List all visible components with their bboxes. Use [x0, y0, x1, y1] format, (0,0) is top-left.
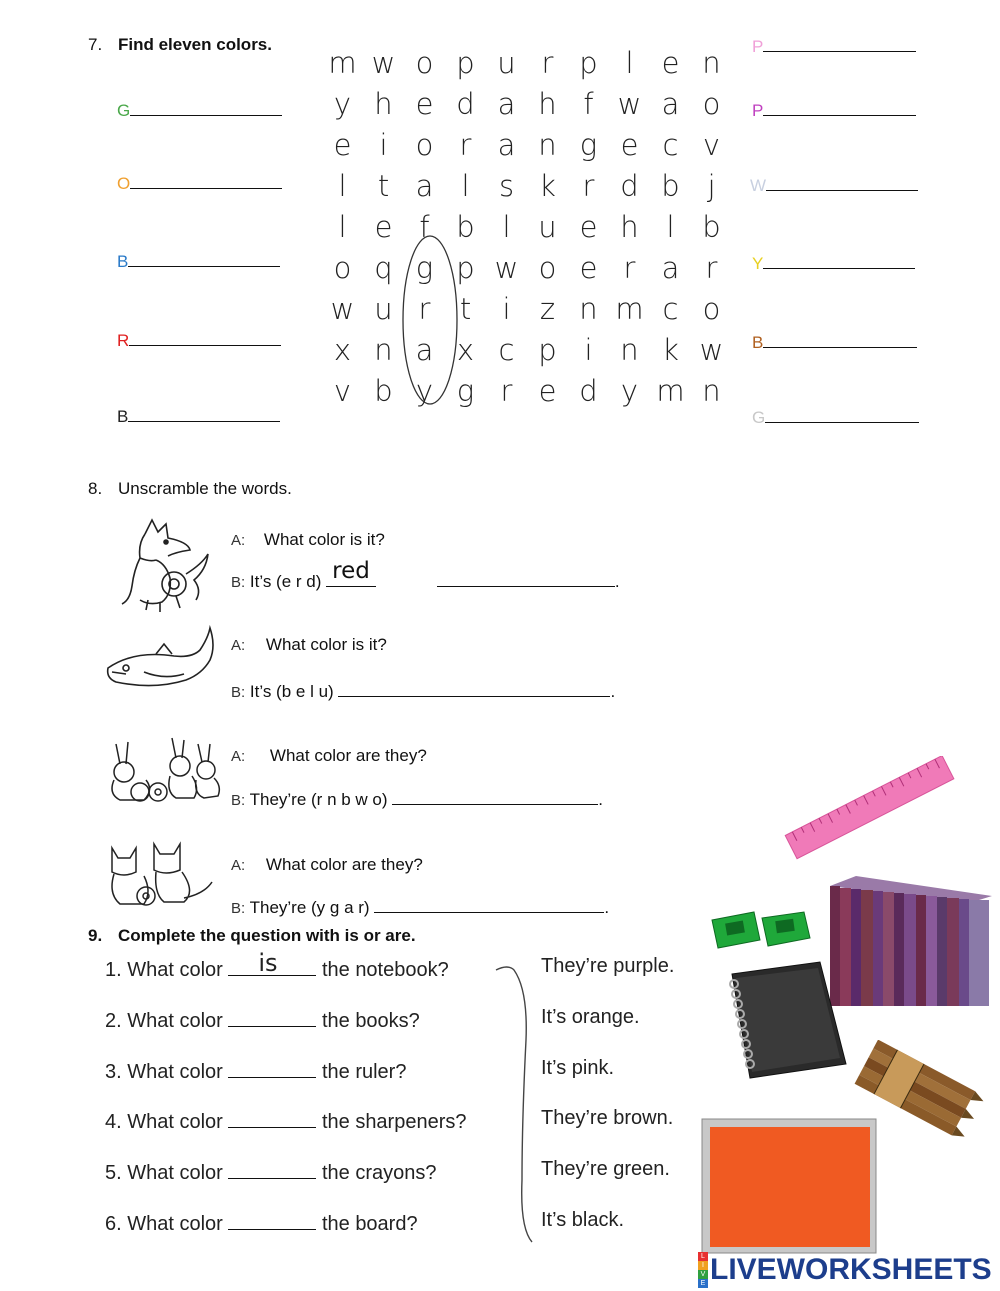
pink-ruler-icon [780, 756, 960, 860]
question-end: the board? [321, 1213, 418, 1235]
dialog-1-question-row [231, 530, 385, 550]
hint-left-2[interactable] [117, 172, 282, 194]
orange-board-icon [700, 1117, 880, 1257]
grid-letter: w [330, 292, 355, 326]
grid-letter: e [579, 210, 598, 244]
section9-title: Complete the question with is or are. [118, 926, 416, 945]
grid-letter: q [374, 251, 393, 285]
grid-letter: m [328, 46, 357, 80]
section9-number: 9. [88, 926, 103, 945]
section8-number: 8. [88, 479, 103, 498]
hint-letter: B [117, 407, 129, 426]
grid-letter: i [379, 128, 388, 162]
grid-letter: b [374, 374, 393, 408]
grid-letter: z [539, 292, 556, 326]
answer-blank[interactable] [326, 558, 376, 587]
grid-letter: p [456, 46, 475, 80]
dialog-3-answer-row [231, 786, 603, 810]
fish-drawing-icon [104, 624, 219, 694]
fox-drawing-icon [110, 514, 215, 614]
question-blank[interactable] [228, 1209, 316, 1230]
connector-line-icon [494, 960, 538, 1256]
grid-letter: o [702, 292, 721, 326]
question-row-1 [105, 949, 449, 982]
question-blank[interactable] [228, 1057, 316, 1078]
grid-letter: d [456, 87, 475, 121]
hint-letter: B [752, 333, 764, 352]
rabbits-drawing-icon [100, 734, 225, 810]
grid-letter: y [333, 87, 352, 121]
speaker-a-label: A: [231, 637, 246, 654]
logo-box-letter: V [698, 1270, 708, 1279]
grid-letter: r [418, 292, 431, 326]
response-1[interactable]: They’re purple. [541, 955, 675, 977]
grid-letter: c [662, 292, 679, 326]
hint-letter: G [117, 101, 131, 120]
grid-letter: l [461, 169, 470, 203]
question-blank[interactable] [228, 1107, 316, 1128]
response-2[interactable]: It’s orange. [541, 1006, 640, 1028]
grid-letter: r [582, 169, 595, 203]
question-start: 6. What color [105, 1213, 223, 1235]
period: . [610, 682, 616, 701]
dialog-4-answer-row [231, 894, 609, 918]
dialog-answer-prefix: They’re (r n b w o) [249, 790, 388, 809]
hint-left-1[interactable] [117, 99, 282, 121]
response-3[interactable]: It’s pink. [541, 1057, 614, 1079]
grid-letter: w [617, 87, 642, 121]
grid-row [322, 208, 744, 249]
grid-letter: t [377, 169, 390, 203]
grid-row [322, 85, 744, 126]
dialog-question: What color are they? [269, 746, 427, 765]
grid-letter: h [620, 210, 639, 244]
period: . [604, 898, 610, 917]
hint-right-4[interactable] [752, 252, 915, 274]
answer-blank[interactable] [437, 568, 615, 587]
grid-row [322, 331, 744, 372]
dialog-2-question-row [231, 635, 387, 655]
grid-letter: w [699, 333, 724, 367]
grid-letter: a [661, 251, 680, 285]
grid-row [322, 372, 744, 413]
grid-letter: c [498, 333, 515, 367]
grid-letter: e [374, 210, 393, 244]
grid-letter: v [702, 128, 721, 162]
grid-letter: n [538, 128, 557, 162]
grid-letter: r [459, 128, 472, 162]
grid-letter: b [661, 169, 680, 203]
grid-letter: g [456, 374, 475, 408]
period: . [614, 572, 620, 591]
grid-letter: g [415, 251, 434, 285]
logo-box-letter: E [698, 1279, 708, 1288]
grid-letter: y [415, 374, 434, 408]
grid-letter: e [579, 251, 598, 285]
question-start: 5. What color [105, 1162, 223, 1184]
dialog-answer-prefix: They’re (y g a r) [249, 898, 370, 917]
question-end: the notebook? [321, 959, 449, 981]
grid-letter: m [656, 374, 685, 408]
grid-letter: o [702, 87, 721, 121]
speaker-b-label: B: [231, 792, 246, 809]
speaker-b-label: B: [231, 574, 246, 591]
grid-row [322, 167, 744, 208]
grid-letter: e [620, 128, 639, 162]
liveworksheets-logo [698, 1252, 992, 1288]
question-row-5 [105, 1158, 436, 1185]
question-end: the books? [321, 1010, 420, 1032]
grid-letter: n [702, 374, 721, 408]
speaker-b-label: B: [231, 900, 246, 917]
grid-letter: r [705, 251, 718, 285]
grid-letter: l [338, 210, 347, 244]
grid-row [322, 290, 744, 331]
grid-letter: r [541, 46, 554, 80]
hint-left-5[interactable] [117, 405, 280, 427]
response-5[interactable]: They’re green. [541, 1158, 670, 1180]
hint-letter: Y [752, 254, 764, 273]
grid-letter: k [539, 169, 556, 203]
grid-letter: n [620, 333, 639, 367]
grid-letter: e [538, 374, 557, 408]
grid-letter: g [579, 128, 598, 162]
hint-right-1[interactable] [752, 35, 916, 57]
green-sharpeners-icon [710, 908, 814, 950]
question-blank[interactable] [228, 1006, 316, 1027]
grid-row [322, 126, 744, 167]
hint-right-2[interactable] [752, 99, 916, 121]
grid-letter: e [661, 46, 680, 80]
word-search-grid [322, 44, 744, 413]
speaker-a-label: A: [231, 748, 246, 765]
grid-letter: u [374, 292, 393, 326]
response-4[interactable]: They’re brown. [541, 1107, 674, 1129]
grid-letter: s [498, 169, 515, 203]
grid-letter: m [615, 292, 644, 326]
grid-letter: x [333, 333, 352, 367]
grid-letter: v [333, 374, 352, 408]
grid-letter: a [497, 128, 516, 162]
grid-letter: b [456, 210, 475, 244]
grid-letter: p [456, 251, 475, 285]
answer-blank[interactable] [338, 678, 610, 697]
question-row-4 [105, 1107, 467, 1134]
grid-letter: a [415, 333, 434, 367]
grid-letter: o [333, 251, 352, 285]
grid-letter: e [415, 87, 434, 121]
question-row-2 [105, 1006, 420, 1033]
grid-letter: l [666, 210, 675, 244]
dialog-answer-prefix: It’s (e r d) [249, 572, 322, 591]
hint-right-6[interactable] [752, 406, 919, 428]
question-blank[interactable] [228, 1158, 316, 1179]
grid-letter: a [497, 87, 516, 121]
answer-blank[interactable] [374, 894, 604, 913]
speaker-a-label: A: [231, 532, 246, 549]
grid-letter: h [374, 87, 393, 121]
question-row-3 [105, 1057, 406, 1084]
answer-blank[interactable] [392, 786, 598, 805]
hint-right-5[interactable] [752, 331, 917, 353]
grid-row [322, 44, 744, 85]
grid-letter: h [538, 87, 557, 121]
question-start: 2. What color [105, 1010, 223, 1032]
hint-letter: G [752, 408, 766, 427]
grid-letter: l [338, 169, 347, 203]
period: . [598, 790, 604, 809]
answer-handwritten: red [332, 558, 370, 584]
question-start: 1. What color [105, 959, 223, 981]
hint-letter: W [750, 176, 767, 195]
logo-box-letter: I [698, 1261, 708, 1270]
hint-letter: B [117, 252, 129, 271]
question-row-6 [105, 1209, 418, 1236]
hint-letter: P [752, 37, 764, 56]
question-blank[interactable] [228, 949, 316, 977]
grid-letter: r [623, 251, 636, 285]
grid-letter: n [374, 333, 393, 367]
question-start: 3. What color [105, 1061, 223, 1083]
grid-letter: f [583, 87, 594, 121]
answer-handwritten: is [258, 949, 278, 977]
grid-letter: k [662, 333, 679, 367]
grid-letter: u [538, 210, 557, 244]
grid-letter: u [497, 46, 516, 80]
dialog-2-answer-row [231, 678, 615, 702]
logo-text: LIVEWORKSHEETS [710, 1253, 992, 1286]
question-end: the sharpeners? [321, 1111, 467, 1133]
grid-letter: e [333, 128, 352, 162]
hint-left-3[interactable] [117, 250, 280, 272]
grid-letter: f [419, 210, 430, 244]
dialog-answer-prefix: It’s (b e l u) [249, 682, 334, 701]
dialog-1-answer-row [231, 558, 620, 592]
hint-right-3[interactable] [750, 174, 918, 196]
grid-letter: o [538, 251, 557, 285]
grid-letter: i [502, 292, 511, 326]
dialog-question: What color is it? [265, 635, 387, 654]
dialog-4-question-row [231, 855, 423, 875]
question-start: 4. What color [105, 1111, 223, 1133]
grid-letter: o [415, 46, 434, 80]
grid-letter: r [500, 374, 513, 408]
grid-letter: y [620, 374, 639, 408]
hint-letter: P [752, 101, 764, 120]
purple-books-icon [826, 874, 992, 1010]
black-notebook-icon [722, 960, 848, 1080]
grid-letter: l [625, 46, 634, 80]
grid-letter: a [661, 87, 680, 121]
grid-letter: t [459, 292, 472, 326]
speaker-a-label: A: [231, 857, 246, 874]
circle-annotation-icon [396, 232, 466, 412]
grid-letter: c [662, 128, 679, 162]
speaker-b-label: B: [231, 684, 246, 701]
hint-letter: O [117, 174, 131, 193]
grid-letter: n [579, 292, 598, 326]
grid-letter: o [415, 128, 434, 162]
section7-title: Find eleven colors. [118, 35, 272, 54]
grid-letter: i [584, 333, 593, 367]
question-end: the ruler? [321, 1061, 407, 1083]
grid-letter: p [579, 46, 598, 80]
dialog-question: What color is it? [263, 530, 385, 549]
grid-letter: j [707, 169, 716, 203]
grid-letter: n [702, 46, 721, 80]
dialog-3-question-row [231, 746, 427, 766]
question-end: the crayons? [321, 1162, 437, 1184]
grid-letter: b [702, 210, 721, 244]
grid-row [322, 249, 744, 290]
grid-letter: x [456, 333, 475, 367]
grid-letter: d [579, 374, 598, 408]
grid-letter: w [494, 251, 519, 285]
logo-box-letter: L [698, 1252, 708, 1261]
response-6[interactable]: It’s black. [541, 1209, 624, 1231]
hint-left-4[interactable] [117, 329, 281, 351]
grid-letter: d [620, 169, 639, 203]
hint-letter: R [117, 331, 130, 350]
cats-drawing-icon [104, 838, 219, 914]
section8-title: Unscramble the words. [118, 479, 292, 498]
grid-letter: l [502, 210, 511, 244]
grid-letter: p [538, 333, 557, 367]
dialog-question: What color are they? [265, 855, 423, 874]
section7-number: 7. [88, 35, 103, 54]
logo-mark-icon [698, 1252, 708, 1288]
grid-letter: w [371, 46, 396, 80]
grid-letter: a [415, 169, 434, 203]
